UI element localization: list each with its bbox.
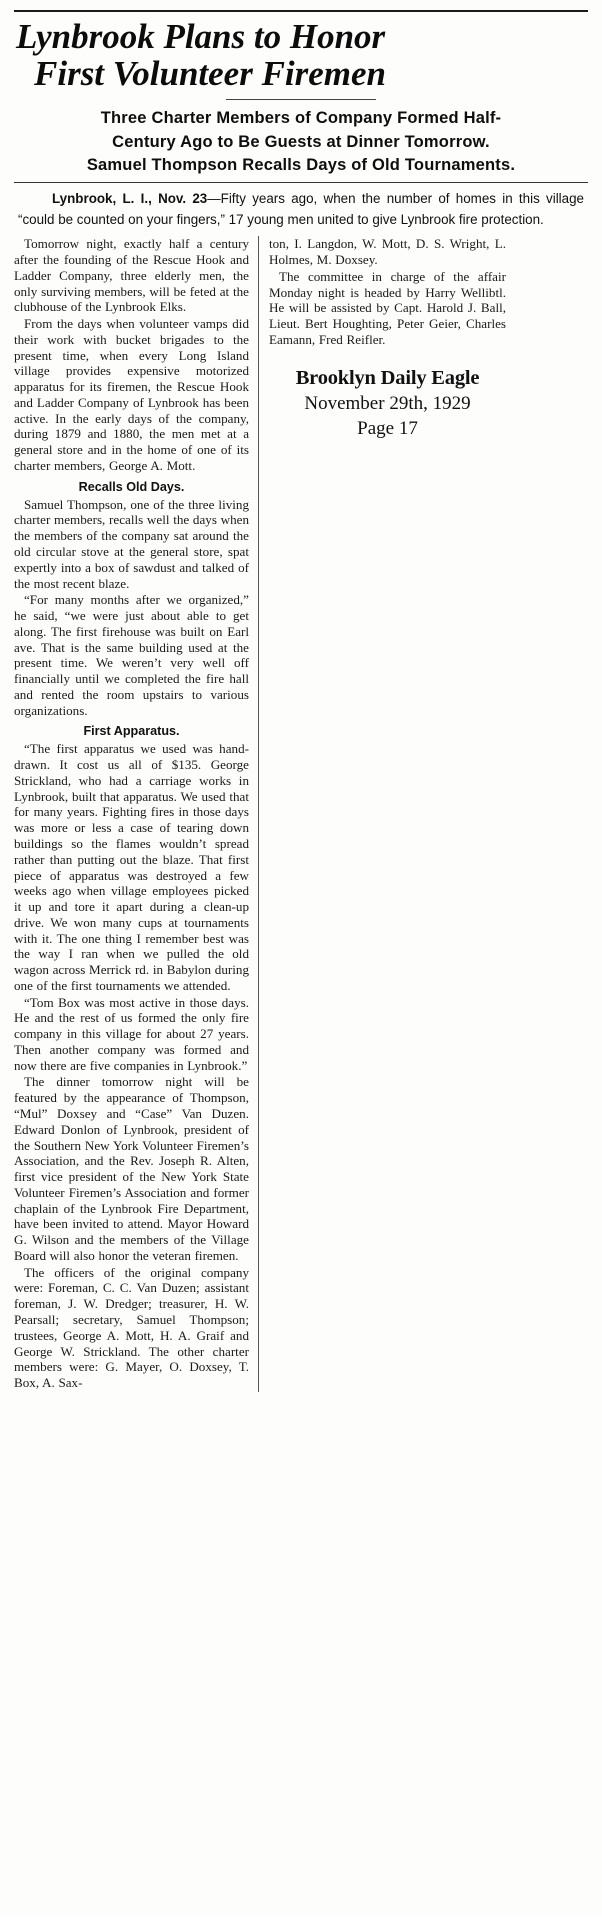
article-subhead (20, 107, 582, 177)
headline-divider (226, 99, 376, 100)
right-column (259, 236, 506, 441)
right-column-text (269, 236, 506, 347)
columns-container (14, 236, 588, 1392)
paragraph: The dinner tomorrow night will be featured by the appearance of Thompson, “Mul” Doxsey and “Case” Van Duzen. Edward Donlon of Lynbrook, president of the Southern New York Volunteer Firemen’s Association, and the Rev. Joseph R. Alten, first vice president of the New York State Volunteer Firemen’s Association and former chaplain of the Lynbrook Fire Department, have been invited to attend. Mayor Howard G. Wilson and the members of the Village Board will also honor the veteran firemen. (14, 1074, 249, 1263)
headline-line-2: First Volunteer Firemen (34, 54, 387, 94)
subhead-line-3: Samuel Thompson Recalls Days of Old Tournaments. (86, 156, 516, 175)
section-heading-first-apparatus: First Apparatus. (83, 724, 180, 739)
subhead-line-1: Three Charter Members of Company Formed Half- (100, 109, 502, 128)
paragraph: The officers of the original company were: Foreman, C. C. Van Duzen; assistant foreman, J. W. Dredger; treasurer, H. W. Pearsall; secretary, Samuel Thompson; trustees, George A. Mott, H. A. Graif and George W. Strickland. The other charter members were: G. Mayer, O. Doxsey, T. Box, A. Sax- (14, 1264, 249, 1391)
paragraph: From the days when volunteer vamps did their work with bucket brigades to the present time, when every Long Island village provides expensive motorized apparatus for its firemen, the Rescue Hook and Ladder Company of Lynbrook has been active. In the early days of the company, during 1879 and 1880, the men met at a general store and in the home of one of its charter members, George A. Mott. (14, 316, 249, 473)
source-credit (269, 366, 506, 442)
publication-name: Brooklyn Daily Eagle (295, 366, 480, 389)
article-lede (18, 189, 584, 230)
left-column (14, 236, 259, 1392)
section-heading-recalls-old-days: Recalls Old Days. (78, 479, 185, 494)
subhead-line-2: Century Ago to Be Guests at Dinner Tomorrow. (112, 132, 490, 151)
headline-line-1: Lynbrook Plans to Honor (16, 17, 386, 56)
paragraph: “The first apparatus we used was hand-drawn. It cost us all of $135. George Strickland, who had a carriage works in Lynbrook, built that apparatus. We used that for many years. Fighting fires in those days was more or less a case of tearing down buildings so the flames wouldn’t spread rather than putting out the blaze. That first piece of apparatus was destroyed a few weeks ago when village employees picked it up and tore it apart during a clean-up drive. We won many cups at tournaments with it. The one thing I remember best was the way I ran when we pulled the old wagon across Merrick rd. in Babylon during one of the first tournaments we attended. (14, 741, 249, 993)
lede-text: —Fifty years ago, when the number of homes in this village “could be counted on your fingers,” 17 young men united to give Lynbrook fire protection. (18, 191, 584, 227)
paragraph: ton, I. Langdon, W. Mott, D. S. Wright, L. Holmes, M. Doxsey. (269, 236, 506, 267)
paragraph: The committee in charge of the affair Monday night is headed by Harry Wellibtl. He will be assisted by Capt. Harold J. Ball, Lieut. Bert Houghting, Peter Geier, Charles Eamann, Fred Reifler. (269, 268, 506, 347)
publication-date: November 29th, 1929 (304, 393, 471, 415)
article-headline (16, 18, 588, 92)
dateline: Lynbrook, L. I., Nov. 23 (52, 191, 208, 207)
subhead-divider (14, 182, 588, 183)
paragraph: Tomorrow night, exactly half a century after the founding of the Rescue Hook and Ladder Company, three elderly men, the only surviving members, will be feted at the clubhouse of the Lynbrook Elks. (14, 236, 249, 315)
paragraph: Samuel Thompson, one of the three living charter members, recalls well the days when the members of the company sat around the old circular stove at the general store, spat expertly into a box of sawdust and talked of the most recent blaze. (14, 496, 249, 591)
paragraph: “For many months after we organized,” he said, “we were just about able to get along. The first firehouse was built on Earl ave. That is the same building used at the present time. We weren’t very well off financially until we completed the fire hall and rented the room upstairs to various organizations. (14, 592, 249, 718)
top-rule (14, 10, 588, 12)
paragraph: “Tom Box was most active in those days. He and the rest of us formed the only fire company in this village for about 27 years. Then another company was formed and now there are five companies in Lynbrook.” (14, 994, 249, 1073)
publication-page: Page 17 (357, 417, 418, 439)
page-bottom-edge (0, 1917, 602, 1923)
